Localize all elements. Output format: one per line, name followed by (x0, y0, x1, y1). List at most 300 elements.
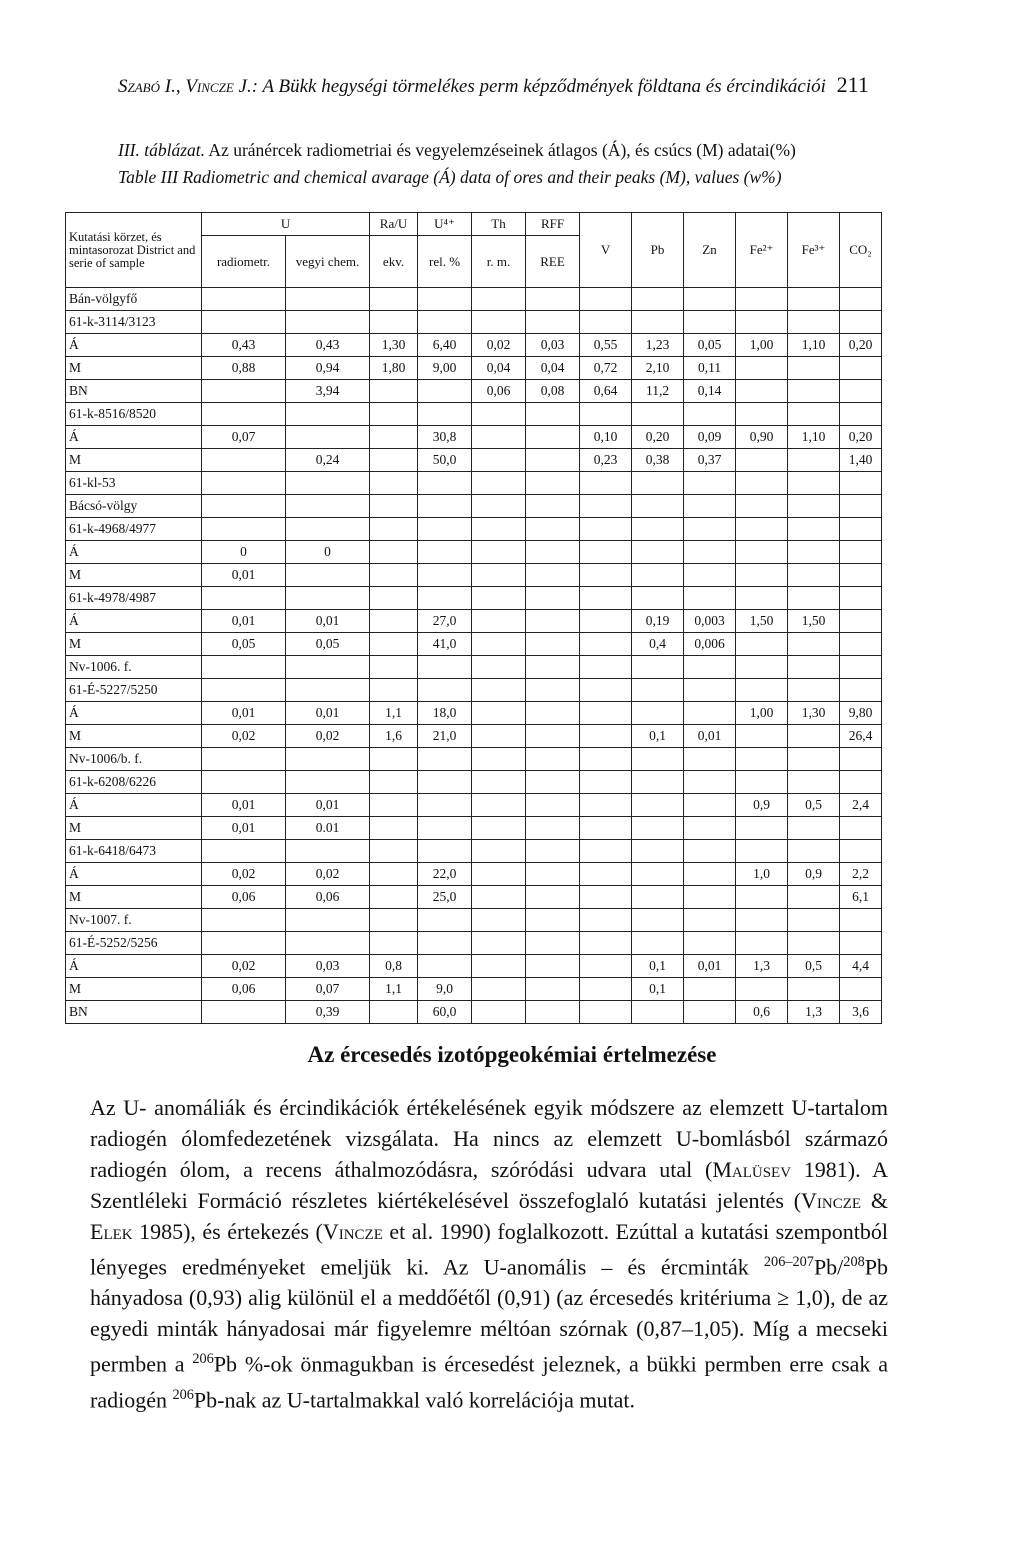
table-cell: 0,02 (202, 955, 286, 978)
table-cell (684, 679, 736, 702)
table-cell (840, 978, 882, 1001)
table-cell (788, 288, 840, 311)
table-cell (472, 886, 526, 909)
table-cell (736, 518, 788, 541)
table-cell (684, 886, 736, 909)
table-cell (580, 794, 632, 817)
table-cell (526, 426, 580, 449)
table-cell: 0,43 (286, 334, 370, 357)
table-cell: 0,02 (286, 863, 370, 886)
table-cell: 0,19 (632, 610, 684, 633)
table-cell: 0,1 (632, 725, 684, 748)
table-cell (418, 794, 472, 817)
table-row (66, 564, 882, 587)
table-cell (370, 909, 418, 932)
table-cell (684, 863, 736, 886)
table-row (66, 541, 882, 564)
table-cell (370, 495, 418, 518)
table-cell (632, 817, 684, 840)
table-row (66, 725, 882, 748)
table-cell (684, 794, 736, 817)
table-cell (580, 748, 632, 771)
table-cell (632, 518, 684, 541)
table-cell (788, 909, 840, 932)
table-cell (286, 840, 370, 863)
table-cell (788, 748, 840, 771)
table-cell (370, 679, 418, 702)
table-cell (418, 472, 472, 495)
table-cell (418, 495, 472, 518)
table-cell (370, 886, 418, 909)
table-cell (370, 840, 418, 863)
table-cell: 0,01 (684, 725, 736, 748)
header-zn: Zn (684, 213, 736, 288)
table-cell: 18,0 (418, 702, 472, 725)
table-cell (684, 978, 736, 1001)
table-cell: 0,38 (632, 449, 684, 472)
row-label: Nv-1006/b. f. (66, 748, 202, 771)
header-rff: RFF (526, 213, 580, 236)
table-row (66, 932, 882, 955)
table-cell: 0,1 (632, 955, 684, 978)
table-cell: 9,0 (418, 978, 472, 1001)
table-cell: 3,6 (840, 1001, 882, 1024)
table-cell (418, 518, 472, 541)
table-cell (684, 1001, 736, 1024)
table-cell (472, 656, 526, 679)
table-cell (370, 288, 418, 311)
table-cell (580, 886, 632, 909)
table-cell (632, 909, 684, 932)
table-cell (840, 679, 882, 702)
table-cell: 1,3 (736, 955, 788, 978)
table-cell (788, 679, 840, 702)
table-cell: 1,30 (788, 702, 840, 725)
paragraph-part: Pb hányadosa (0,93) alig különül el a meddőétől (0,91) (az ércesedés kritériuma ≥ 1,0), de az egyedi minták hányadosai már figyelemre méltóan szórnak (0,87–1,05). Míg a mecseki permben a (90, 1254, 888, 1377)
table-cell (736, 311, 788, 334)
table-cell: 0,003 (684, 610, 736, 633)
table-cell (840, 495, 882, 518)
running-head (118, 72, 878, 98)
table-cell (684, 771, 736, 794)
table-cell (632, 587, 684, 610)
row-label: M (66, 725, 202, 748)
table-cell (472, 311, 526, 334)
table-cell (370, 656, 418, 679)
header-v: V (580, 213, 632, 288)
table-cell: 0,01 (286, 610, 370, 633)
table-cell (788, 932, 840, 955)
table-cell (370, 587, 418, 610)
row-label: M (66, 886, 202, 909)
header-u4: U⁴⁺ (418, 213, 472, 236)
isotope-superscript: 206–207 (763, 1254, 814, 1270)
table-cell (736, 748, 788, 771)
table-cell (202, 380, 286, 403)
table-cell (736, 840, 788, 863)
table-cell: 0,72 (580, 357, 632, 380)
header-radiometr: radiometr. (202, 236, 286, 288)
table-cell (202, 495, 286, 518)
table-cell (788, 817, 840, 840)
table-cell (472, 863, 526, 886)
table-cell: 1,40 (840, 449, 882, 472)
table-cell (788, 518, 840, 541)
row-label: 61-k-4978/4987 (66, 587, 202, 610)
table-cell (736, 380, 788, 403)
table-cell (736, 541, 788, 564)
table-cell (788, 656, 840, 679)
table-cell (472, 840, 526, 863)
table-cell (526, 495, 580, 518)
table-cell (370, 633, 418, 656)
table-cell (526, 1001, 580, 1024)
table-cell (632, 564, 684, 587)
table-row (66, 840, 882, 863)
header-pb: Pb (632, 213, 684, 288)
table-cell (736, 978, 788, 1001)
table-cell (736, 679, 788, 702)
row-label: 61-k-8516/8520 (66, 403, 202, 426)
table-cell (632, 794, 684, 817)
table-cell (286, 564, 370, 587)
table-cell (632, 403, 684, 426)
table-caption (118, 137, 898, 191)
table-cell: 11,2 (632, 380, 684, 403)
table-cell (418, 587, 472, 610)
table-cell: 0,01 (202, 702, 286, 725)
row-label: Á (66, 702, 202, 725)
table-row (66, 978, 882, 1001)
table-cell (526, 587, 580, 610)
header-fe3: Fe³⁺ (788, 213, 840, 288)
table-cell: 3,94 (286, 380, 370, 403)
table-cell (632, 840, 684, 863)
table-cell (286, 679, 370, 702)
table-cell (788, 449, 840, 472)
table-cell (286, 403, 370, 426)
table-cell: 2,4 (840, 794, 882, 817)
table-cell (526, 932, 580, 955)
table-cell: 1,30 (370, 334, 418, 357)
caption-hungarian: Az uránércek radiometriai és vegyelemzéseinek átlagos (Á), és csúcs (M) adatai(%) (205, 140, 796, 160)
table-row (66, 817, 882, 840)
row-label: Á (66, 610, 202, 633)
table-cell (472, 932, 526, 955)
table-cell: 1,23 (632, 334, 684, 357)
table-cell (580, 863, 632, 886)
table-cell: 0,01 (286, 794, 370, 817)
table-cell (580, 587, 632, 610)
header-fe2: Fe²⁺ (736, 213, 788, 288)
table-cell (418, 932, 472, 955)
table-cell (788, 472, 840, 495)
table-cell: 0,37 (684, 449, 736, 472)
table-row (66, 633, 882, 656)
table-row (66, 794, 882, 817)
table-cell (684, 909, 736, 932)
table-cell (472, 679, 526, 702)
table-row (66, 357, 882, 380)
table-cell: 1,10 (788, 426, 840, 449)
table-cell (472, 587, 526, 610)
table-cell (370, 564, 418, 587)
table-cell (202, 1001, 286, 1024)
table-cell (788, 357, 840, 380)
table-cell (632, 1001, 684, 1024)
table-row (66, 955, 882, 978)
table-cell (526, 840, 580, 863)
table-cell: 0,23 (580, 449, 632, 472)
table-cell (370, 817, 418, 840)
table-cell (840, 748, 882, 771)
row-label: Á (66, 863, 202, 886)
table-cell (840, 564, 882, 587)
running-head-authors-b: Vincze J. (185, 76, 252, 97)
table-cell (370, 863, 418, 886)
body-paragraph (90, 1092, 888, 1415)
table-cell (788, 380, 840, 403)
table-cell (526, 541, 580, 564)
table-cell (736, 449, 788, 472)
table-cell (472, 1001, 526, 1024)
table-cell (788, 840, 840, 863)
table-cell (418, 817, 472, 840)
table-cell (526, 748, 580, 771)
table-cell: 0,03 (286, 955, 370, 978)
table-cell (418, 380, 472, 403)
table-cell (472, 449, 526, 472)
table-cell (286, 311, 370, 334)
table-row (66, 449, 882, 472)
table-cell (526, 978, 580, 1001)
table-cell (840, 909, 882, 932)
table-cell: 1,10 (788, 334, 840, 357)
table-cell: 0,1 (632, 978, 684, 1001)
table-cell: 4,4 (840, 955, 882, 978)
table-cell (684, 403, 736, 426)
row-label: Nv-1007. f. (66, 909, 202, 932)
table-cell: 0,06 (286, 886, 370, 909)
table-cell (472, 288, 526, 311)
table-cell (684, 702, 736, 725)
table-cell: 41,0 (418, 633, 472, 656)
table-cell (286, 771, 370, 794)
row-label: M (66, 633, 202, 656)
table-row (66, 909, 882, 932)
caption-english: Table III Radiometric and chemical avarage (Á) data of ores and their peaks (M), values (w%) (118, 167, 782, 187)
table-cell (840, 840, 882, 863)
table-cell (202, 403, 286, 426)
table-cell (840, 380, 882, 403)
table-cell (418, 771, 472, 794)
table-cell: 0,9 (736, 794, 788, 817)
table-cell (580, 656, 632, 679)
table-cell (580, 541, 632, 564)
table-cell: 1,50 (736, 610, 788, 633)
table-cell (370, 426, 418, 449)
table-cell: 0,14 (684, 380, 736, 403)
table-cell (370, 472, 418, 495)
table-row (66, 311, 882, 334)
table-cell (472, 771, 526, 794)
table-cell (736, 495, 788, 518)
table-cell (472, 426, 526, 449)
table-cell (418, 909, 472, 932)
row-label: 61-k-4968/4977 (66, 518, 202, 541)
table-cell (580, 610, 632, 633)
table-cell (472, 955, 526, 978)
table-head (66, 213, 882, 288)
row-label: M (66, 564, 202, 587)
table-cell: 0,02 (472, 334, 526, 357)
table-cell (736, 564, 788, 587)
table-row (66, 1001, 882, 1024)
table-cell (632, 288, 684, 311)
row-label: 61-k-3114/3123 (66, 311, 202, 334)
row-label: M (66, 978, 202, 1001)
table-cell: 0,01 (684, 955, 736, 978)
table-cell (472, 702, 526, 725)
table-cell: 0,94 (286, 357, 370, 380)
table-cell: 26,4 (840, 725, 882, 748)
table-cell: 0,88 (202, 357, 286, 380)
table-cell (526, 311, 580, 334)
table-cell: 0,11 (684, 357, 736, 380)
page-number: 211 (836, 72, 869, 97)
table-cell (632, 932, 684, 955)
table-cell (736, 403, 788, 426)
table-cell (788, 978, 840, 1001)
table-cell (580, 955, 632, 978)
header-ree: REE (526, 236, 580, 288)
table-cell (684, 840, 736, 863)
header-ra-u: Ra/U (370, 213, 418, 236)
table-row (66, 403, 882, 426)
table-cell: 0,04 (526, 357, 580, 380)
table-cell (526, 771, 580, 794)
table-cell: 0,04 (472, 357, 526, 380)
table-cell (580, 978, 632, 1001)
table-cell: 0,02 (202, 863, 286, 886)
table-cell (286, 495, 370, 518)
table-cell: 0,55 (580, 334, 632, 357)
table-cell: 0,64 (580, 380, 632, 403)
table-cell (526, 656, 580, 679)
table-cell: 0,6 (736, 1001, 788, 1024)
table-cell (202, 449, 286, 472)
table-cell (472, 403, 526, 426)
table-cell (736, 472, 788, 495)
table-cell (736, 656, 788, 679)
table-cell: 2,10 (632, 357, 684, 380)
table-cell (472, 541, 526, 564)
table-cell (580, 702, 632, 725)
table-cell: 0,05 (286, 633, 370, 656)
table-cell: 1,1 (370, 978, 418, 1001)
table-cell (202, 679, 286, 702)
table-cell: 1,80 (370, 357, 418, 380)
table-cell: 0,01 (202, 610, 286, 633)
table-cell (370, 311, 418, 334)
table-cell: 0,39 (286, 1001, 370, 1024)
table-cell (580, 725, 632, 748)
table-cell: 0 (286, 541, 370, 564)
table-cell (736, 771, 788, 794)
table-cell (840, 932, 882, 955)
table-cell (840, 518, 882, 541)
paragraph-part: Pb %-ok önmagukban is ércesedést jeleznek, a bükki permben erre csak a radiogén (90, 1351, 888, 1412)
table-cell (370, 932, 418, 955)
table-cell (202, 587, 286, 610)
table-cell: 0,01 (202, 794, 286, 817)
data-table (65, 212, 882, 1024)
table-cell (684, 472, 736, 495)
row-label: BN (66, 1001, 202, 1024)
table-cell: 0,09 (684, 426, 736, 449)
paragraph-part: Az U- anomáliák és ércindikációk értékelésének egyik módszere az elemzett U-tartalom radiogén ólomfedezetének vizsgálata. Ha nincs az elemzett U-bomlásból származó radiogén ólom, a recens áthalmozódásra, szóródási udvara utal ( (90, 1095, 888, 1182)
table-cell (788, 886, 840, 909)
table-cell (580, 1001, 632, 1024)
table-cell: 0,8 (370, 955, 418, 978)
table-cell (840, 656, 882, 679)
table-cell: 0,07 (202, 426, 286, 449)
table-cell: 0,06 (202, 978, 286, 1001)
table-cell (580, 840, 632, 863)
table-cell (526, 610, 580, 633)
row-label: M (66, 817, 202, 840)
table-cell: 27,0 (418, 610, 472, 633)
row-label: M (66, 449, 202, 472)
table-cell (370, 794, 418, 817)
table-cell: 9,80 (840, 702, 882, 725)
table-cell (418, 840, 472, 863)
table-cell (526, 794, 580, 817)
table-cell (840, 403, 882, 426)
table-cell: 0,20 (840, 334, 882, 357)
citation-vincze: Vincze (322, 1219, 383, 1244)
table-row (66, 771, 882, 794)
header-sample: Kutatási körzet, és mintasorozat District and serie of sample (66, 213, 202, 288)
table-cell (736, 587, 788, 610)
table-cell (632, 541, 684, 564)
table-cell (580, 403, 632, 426)
paragraph-part: 1985), és értekezés ( (132, 1219, 323, 1244)
table-row (66, 426, 882, 449)
isotope-superscript: 208 (843, 1254, 865, 1270)
table-row (66, 495, 882, 518)
table-cell: 9,00 (418, 357, 472, 380)
table-cell: 0,08 (526, 380, 580, 403)
table-cell (840, 541, 882, 564)
table-cell (736, 932, 788, 955)
table-cell (286, 587, 370, 610)
table-cell (370, 518, 418, 541)
header-th: Th (472, 213, 526, 236)
row-label: Á (66, 334, 202, 357)
table-cell: 6,40 (418, 334, 472, 357)
table-cell (418, 564, 472, 587)
table-cell (736, 817, 788, 840)
running-head-title: : A Bükk hegységi törmelékes perm képződmények földtana és ércindikációi (251, 76, 826, 97)
caption-label: III. táblázat. (118, 140, 206, 160)
citation-malusev: Malüsev (712, 1157, 792, 1182)
table-cell: 0,02 (286, 725, 370, 748)
table-cell (840, 311, 882, 334)
table-cell (526, 633, 580, 656)
table-row (66, 587, 882, 610)
table-cell (632, 311, 684, 334)
